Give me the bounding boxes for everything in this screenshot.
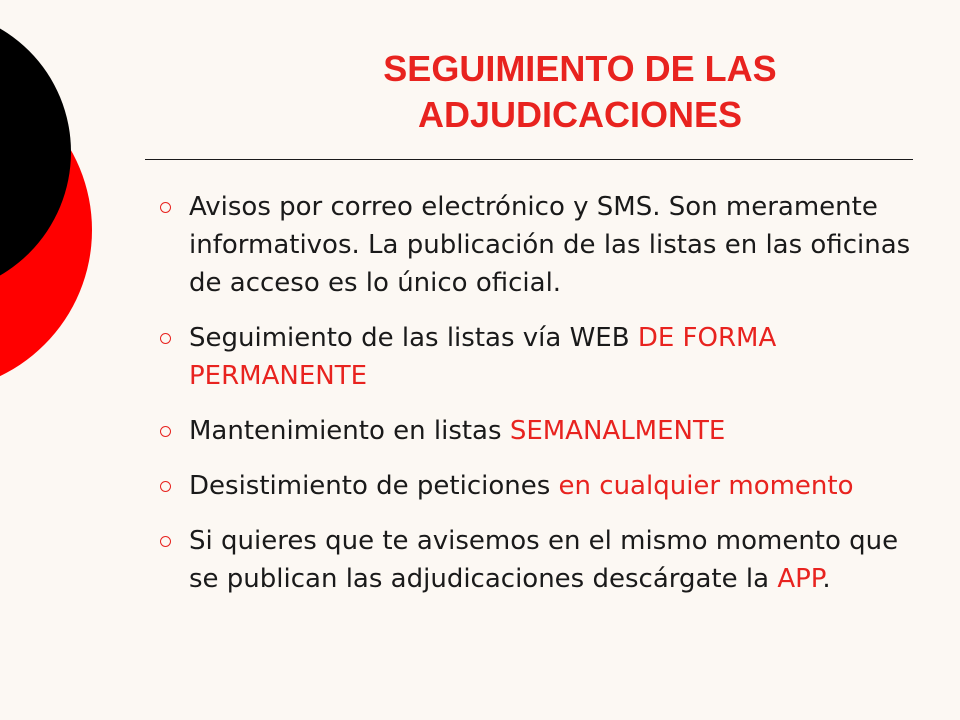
bullet-item <box>152 412 912 450</box>
bullet-tail-text: . <box>822 564 831 594</box>
bullet-accent-text: SEMANALMENTE <box>509 416 726 446</box>
slide-title <box>160 46 960 138</box>
bullet-accent-text: APP <box>777 564 823 594</box>
bullet-item <box>152 188 912 302</box>
circle-bullet-icon <box>160 536 171 547</box>
circle-bullet-icon <box>160 426 171 437</box>
bullet-text: Mantenimiento en listas <box>189 416 510 446</box>
circle-bullet-icon <box>160 333 171 344</box>
circle-bullet-icon <box>160 481 171 492</box>
bullet-text: Avisos por correo electrónico y SMS. Son meramente informativos. La publicación de las listas en las oficinas de acceso es lo único oficial. <box>189 192 911 298</box>
bullet-item <box>152 467 912 505</box>
circle-bullet-icon <box>160 202 171 213</box>
bullet-accent-text: DE FORMA PERMANENTE <box>189 323 777 391</box>
bullet-item <box>152 522 912 598</box>
bullet-text: Desistimiento de peticiones <box>189 471 559 501</box>
bullet-text: Si quieres que te avisemos en el mismo momento que se publican las adjudicaciones descárgate la <box>189 526 899 594</box>
bullet-item <box>152 319 912 395</box>
bullet-accent-text: en cualquier momento <box>558 471 854 501</box>
bullet-text: Seguimiento de las listas vía WEB <box>189 323 638 353</box>
title-divider <box>145 159 913 160</box>
bullet-list <box>152 188 912 615</box>
title-line-1: SEGUIMIENTO DE LAS <box>383 48 777 89</box>
title-line-2: ADJUDICACIONES <box>417 94 743 135</box>
